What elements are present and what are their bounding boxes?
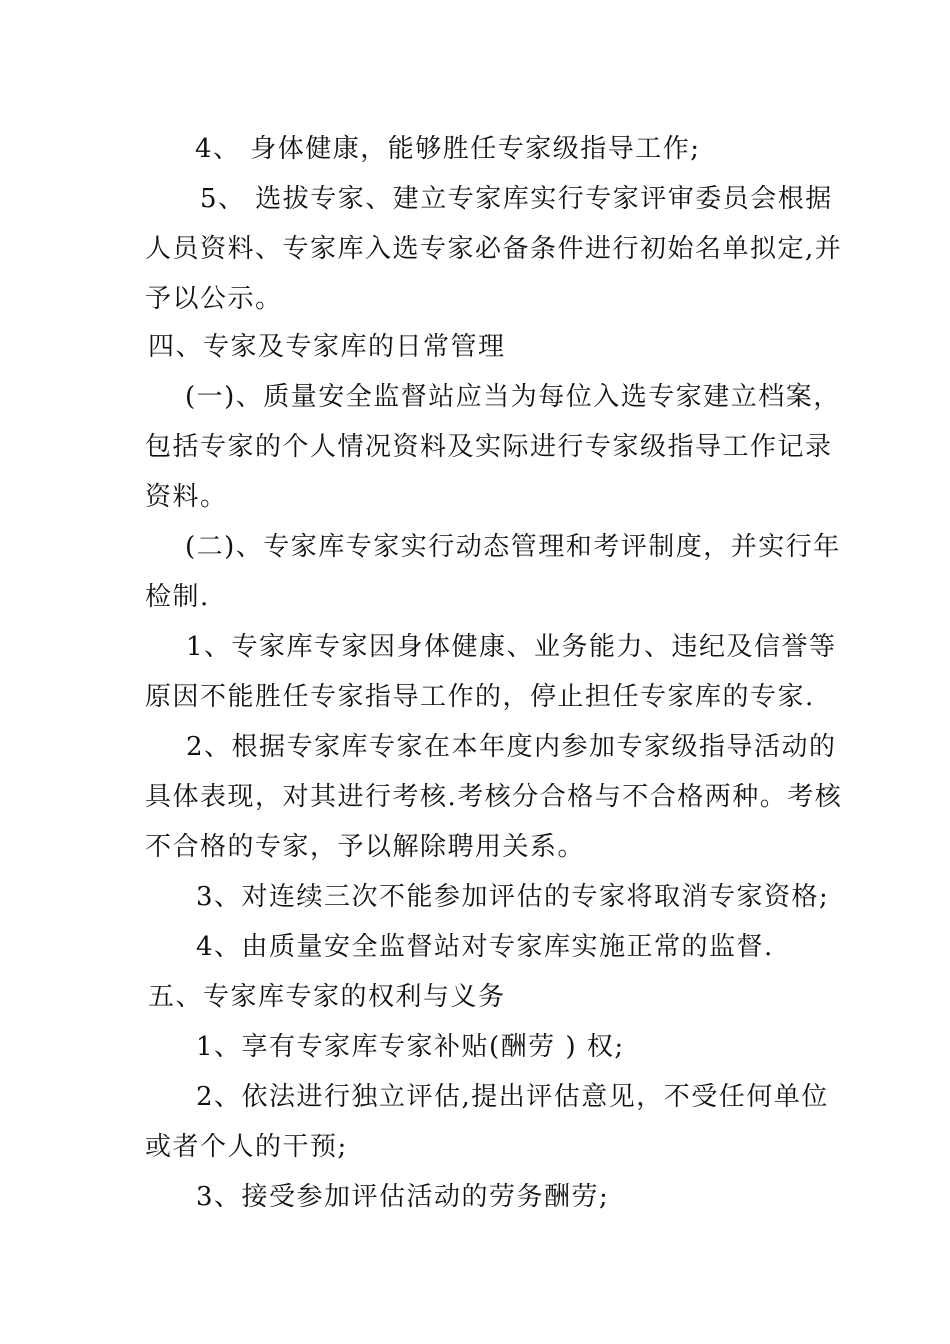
subsection-heading: (二)、专家库专家实行动态管理和考评制度，并实行年 — [185, 532, 841, 562]
paragraph-line: 包括专家的个人情况资料及实际进行专家级指导工作记录 — [145, 432, 833, 462]
list-item: 3、接受参加评估活动的劳务酬劳; — [196, 1182, 610, 1212]
paragraph-line: 不合格的专家，予以解除聘用关系。 — [145, 832, 586, 862]
list-item: 2、根据专家库专家在本年度内参加专家级指导活动的 — [186, 732, 837, 762]
list-item: 1、专家库专家因身体健康、业务能力、违纪及信誉等 — [186, 632, 837, 662]
list-item: 3、对连续三次不能参加评估的专家将取消专家资格; — [196, 882, 830, 912]
paragraph-line: 具体表现，对其进行考核.考核分合格与不合格两种。考核 — [145, 782, 843, 812]
list-item: 1、享有专家库专家补贴(酬劳 ) 权; — [196, 1032, 625, 1062]
paragraph-line: 检制. — [145, 582, 210, 612]
paragraph-line: 资料。 — [145, 482, 228, 512]
list-item: 2、依法进行独立评估,提出评估意见，不受任何单位 — [196, 1082, 829, 1112]
list-item: 4、由质量安全监督站对专家库实施正常的监督. — [196, 932, 774, 962]
paragraph-line: 人员资料、专家库入选专家必备条件进行初始名单拟定,并 — [145, 234, 843, 264]
section-heading: 五、专家库专家的权利与义务 — [148, 982, 506, 1012]
paragraph-line: 原因不能胜任专家指导工作的，停止担任专家库的专家. — [145, 682, 815, 712]
list-item: 4、 身体健康，能够胜任专家级指导工作; — [195, 134, 701, 164]
subsection-heading: (一)、质量安全监督站应当为每位入选专家建立档案， — [185, 382, 841, 412]
paragraph-line: 或者个人的干预; — [145, 1132, 348, 1162]
paragraph-line: 予以公示。 — [145, 284, 283, 314]
list-item: 5、 选拔专家、建立专家库实行专家评审委员会根据 — [200, 184, 833, 214]
section-heading: 四、专家及专家库的日常管理 — [148, 332, 506, 362]
